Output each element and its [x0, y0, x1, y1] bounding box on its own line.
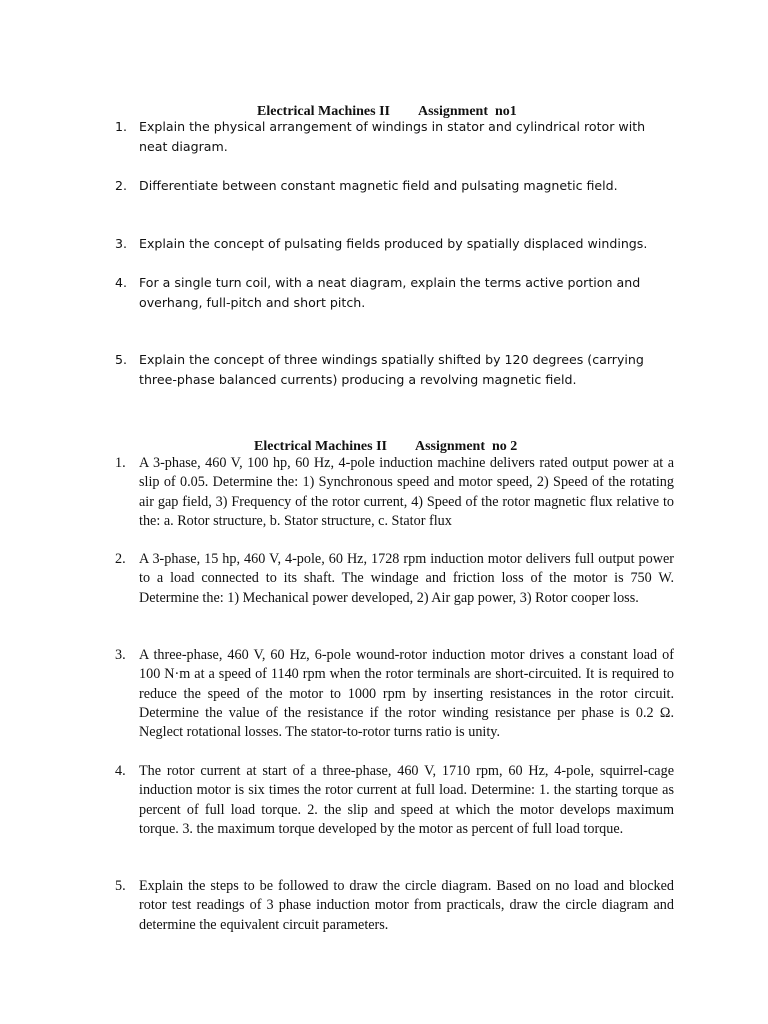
assignment-2-question-5: [0, 877, 674, 935]
assignment-2-question-1: [0, 454, 674, 531]
assignment-1-label: Assignment no1: [417, 104, 517, 119]
question-number: 2.: [115, 551, 126, 567]
assignment-2-label: Assignment no 2: [414, 439, 518, 454]
question-text: Explain the steps to be followed to draw the circle diagram. Based on no load and blocked rotor test readings of 3 phase induction motor from practicals, draw the circle diagram and determine the equivalent circuit parameters.: [139, 878, 674, 933]
assignment-2-question-3: [0, 646, 674, 742]
question-number: 3.: [115, 647, 126, 663]
question-number: 1.: [115, 119, 128, 134]
assignment-2-question-4: [0, 762, 674, 839]
question-text: Explain the concept of three windings spatially shifted by 120 degrees (carrying three-phase balanced currents) producing a revolving magnetic field.: [139, 352, 644, 387]
assignment-1-question-1: [0, 117, 674, 157]
assignment-1-question-3: [0, 234, 674, 254]
assignment-2-course: Electrical Machines II: [254, 439, 387, 454]
assignment-1-course: Electrical Machines II: [257, 104, 390, 119]
question-text: A three-phase, 460 V, 60 Hz, 6-pole wound-rotor induction motor drives a constant load of 100 N·m at a speed of 1140 rpm when the rotor terminals are short-circuited. It is required to reduce the speed of the motor to 1000 rpm by inserting resistances in the rotor circuit. Determine the value of the resistance if the rotor winding resistance per phase is 0.2 Ω. Neglect rotational losses. The stator-to-rotor turns ratio is unity.: [139, 647, 674, 741]
question-number: 5.: [115, 352, 128, 367]
question-text: For a single turn coil, with a neat diagram, explain the terms active portion and overhang, full-pitch and short pitch.: [139, 275, 641, 310]
question-text: A 3-phase, 460 V, 100 hp, 60 Hz, 4-pole induction machine delivers rated output power at a slip of 0.05. Determine the: 1) Synchronous speed and motor speed, 2) Speed of the rotating air gap field, 3) Frequency of the rotor current, 4) Speed of the rotor magnetic flux relative to the: a. Rotor structure, b. Stator structure, c. Stator flux: [139, 455, 674, 529]
question-number: 1.: [115, 455, 126, 471]
assignment-1-question-2: [0, 176, 674, 196]
assignment-1-question-5: [0, 350, 674, 390]
question-text: A 3-phase, 15 hp, 460 V, 4-pole, 60 Hz, 1728 rpm induction motor delivers full output power to a load connected to its shaft. The windage and friction loss of the motor is 750 W. Determine the: 1) Mechanical power developed, 2) Air gap power, 3) Rotor cooper loss.: [139, 551, 674, 606]
question-text: Explain the concept of pulsating fields produced by spatially displaced windings.: [139, 236, 648, 251]
question-number: 4.: [115, 763, 126, 779]
question-number: 2.: [115, 178, 128, 193]
question-text: Differentiate between constant magnetic field and pulsating magnetic field.: [139, 178, 618, 193]
question-text: The rotor current at start of a three-phase, 460 V, 1710 rpm, 60 Hz, 4-pole, squirrel-cage induction motor is six times the rotor current at full load. Determine: 1. the starting torque as percent of full load torque. 2. the slip and speed at which the motor develops maximum torque. 3. the maximum torque developed by the motor as percent of full load torque.: [139, 763, 674, 837]
question-number: 4.: [115, 275, 128, 290]
question-text: Explain the physical arrangement of windings in stator and cylindrical rotor with neat diagram.: [139, 119, 646, 154]
assignment-2-question-2: [0, 550, 674, 608]
question-number: 3.: [115, 236, 128, 251]
question-number: 5.: [115, 878, 126, 894]
assignment-1-question-4: [0, 273, 674, 313]
